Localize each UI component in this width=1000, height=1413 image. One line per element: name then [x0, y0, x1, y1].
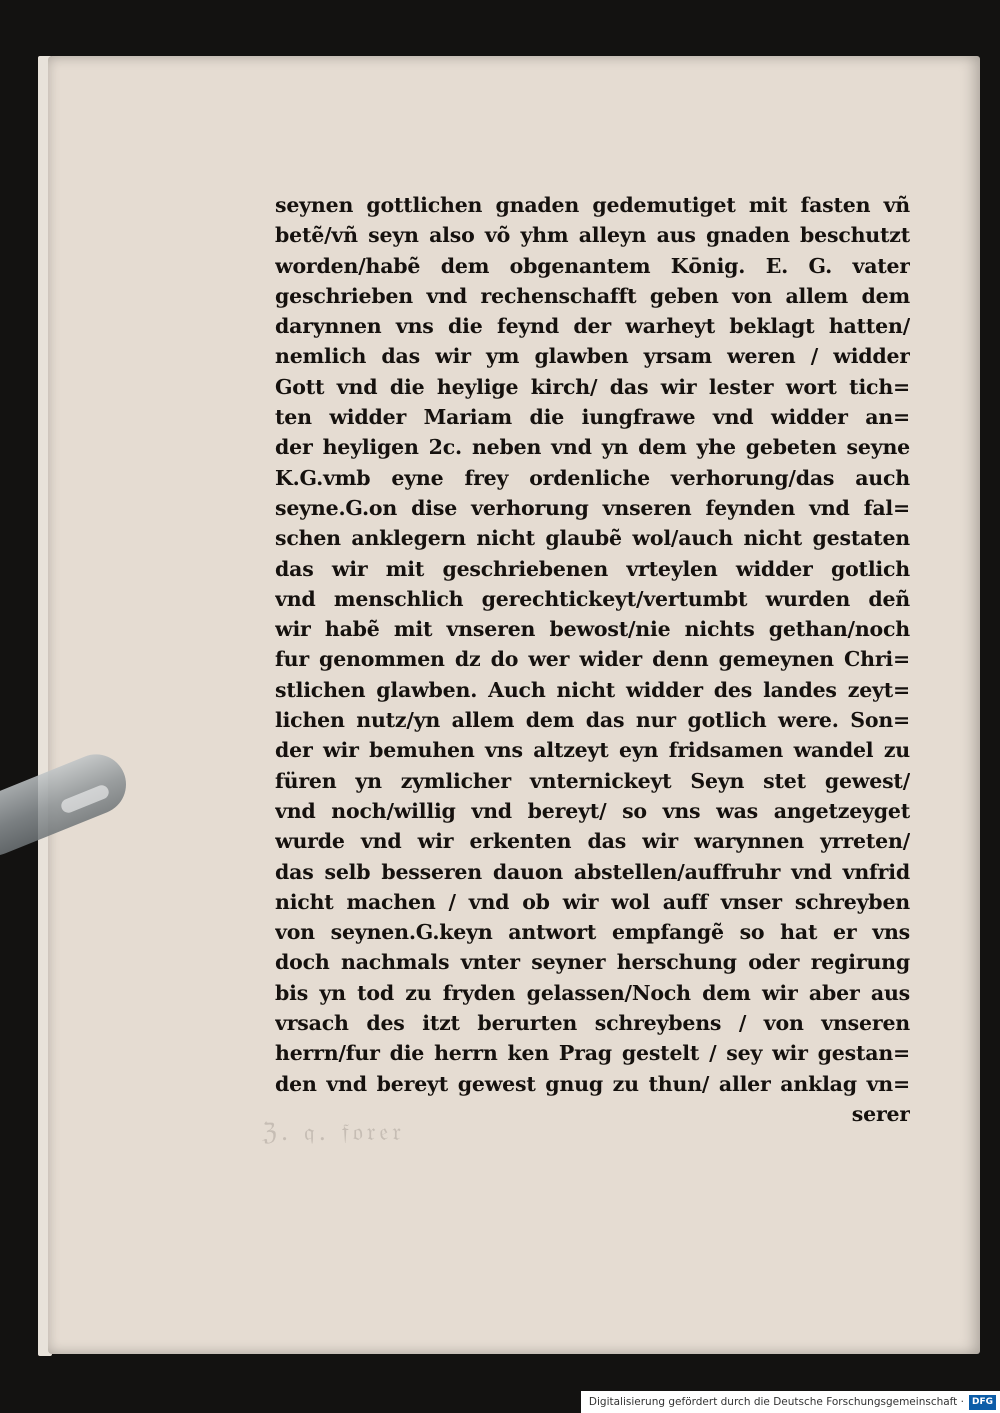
printed-text-block — [275, 190, 910, 1129]
text-line: stlichen glawben. Auch nicht widder des landes zeyt= — [275, 677, 910, 702]
dfg-logo-icon: DFG — [969, 1395, 996, 1410]
text-line: füren yn zymlicher vnternickeyt Seyn stet gewest/ — [275, 768, 910, 793]
text-line: lichen nutz/yn allem dem das nur gotlich were. Son= — [275, 708, 910, 733]
show-through-ink: ℨ. 𝔮. 𝔣𝔬𝔯𝔢𝔯 — [262, 1118, 405, 1146]
text-line: der heyligen 2c. neben vnd yn dem yhe gebeten seyne — [275, 435, 910, 460]
text-line: ten widder Mariam die iungfrawe vnd widder an= — [275, 405, 910, 430]
text-line: darynnen vns die feynd der warheyt beklagt hatten/ — [275, 314, 910, 339]
text-line: der wir bemuhen vns altzeyt eyn fridsamen wandel zu — [275, 738, 910, 763]
catchword: serer — [851, 1101, 910, 1126]
text-line: schen anklegern nicht glaubẽ wol/auch nicht gestaten — [275, 526, 910, 551]
text-line: Gott vnd die heylige kirch/ das wir lester wort tich= — [275, 374, 910, 399]
text-line: bis yn tod zu fryden gelassen/Noch dem wir aber aus — [275, 980, 910, 1005]
text-line: das selb besseren dauon abstellen/auffruhr vnd vnfrid — [275, 859, 910, 884]
funding-footer — [581, 1391, 1000, 1413]
text-line: betẽ/vñ seyn also võ yhm alleyn aus gnaden beschutzt — [275, 223, 910, 248]
text-line: das wir mit geschriebenen vrteylen widder gotlich — [275, 556, 910, 581]
text-line: doch nachmals vnter seyner herschung oder regirung — [275, 950, 910, 975]
text-line: wir habẽ mit vnseren bewost/nie nichts gethan/noch — [275, 617, 910, 642]
text-line: vnd noch/willig vnd bereyt/ so vns was angetzeyget — [275, 798, 910, 823]
text-line: nicht machen / vnd ob wir wol auff vnser schreyben — [275, 889, 910, 914]
text-line: von seynen.G.keyn antwort empfangẽ so hat er vns — [275, 920, 910, 945]
text-line: vrsach des itzt berurten schreybens / von vnseren — [275, 1011, 910, 1036]
text-line: worden/habẽ dem obgenantem Kōnig. E. G. vater — [275, 253, 910, 278]
funding-credit-text: Digitalisierung gefördert durch die Deutsche Forschungsgemeinschaft · — [588, 1396, 964, 1408]
text-line: den vnd bereyt gewest gnug zu thun/ aller anklag vn= — [275, 1071, 910, 1096]
text-line: seyne.G.on dise verhorung vnseren feynden vnd fal= — [275, 495, 910, 520]
text-line: K.G.vmb eyne frey ordenliche verhorung/das auch — [275, 465, 910, 490]
text-line: seynen gottlichen gnaden gedemutiget mit fasten vñ — [275, 193, 910, 217]
text-line: herrn/fur die herrn ken Prag gestelt / sey wir gestan= — [275, 1041, 910, 1066]
text-line: nemlich das wir ym glawben yrsam weren / widder — [275, 344, 910, 369]
text-line: fur genommen dz do wer wider denn gemeynen Chri= — [275, 647, 910, 672]
text-line: wurde vnd wir erkenten das wir warynnen yrreten/ — [275, 829, 910, 854]
text-line: geschrieben vnd rechenschafft geben von allem dem — [275, 283, 910, 308]
text-line: vnd menschlich gerechtickeyt/vertumbt wurden deñ — [275, 586, 910, 611]
